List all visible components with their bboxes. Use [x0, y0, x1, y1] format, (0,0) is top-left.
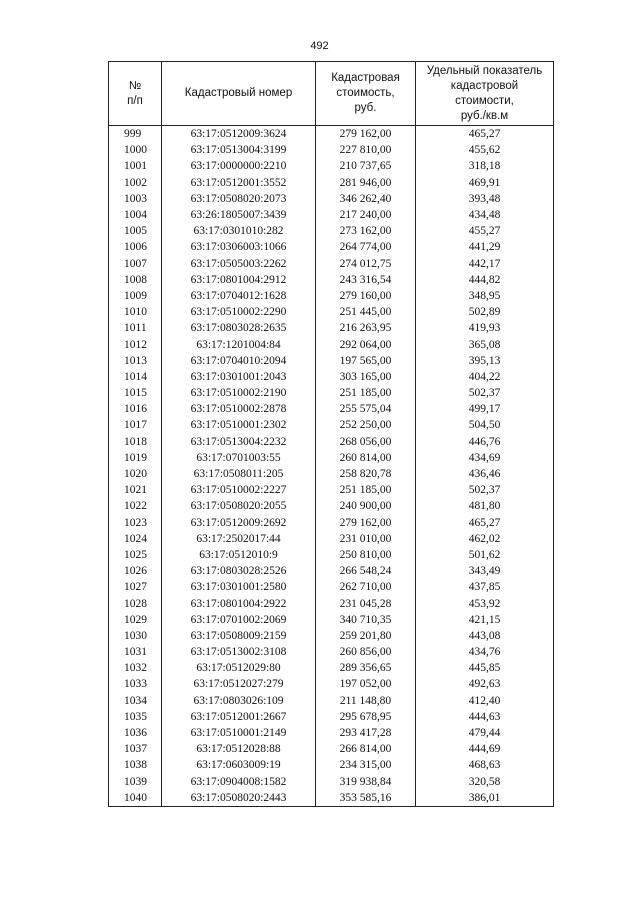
- specific-cost-index: 386,01: [416, 790, 554, 807]
- cadastral-number: 63:17:0701002:2069: [162, 612, 316, 628]
- specific-cost-index: 437,85: [416, 579, 554, 595]
- cadastral-number: 63:17:0803028:2526: [162, 563, 316, 579]
- cadastral-cost: 234 315,00: [316, 757, 416, 773]
- specific-cost-index: 442,17: [416, 256, 554, 272]
- cadastral-number: 63:17:0510002:2190: [162, 385, 316, 401]
- row-number: 1004: [109, 207, 162, 223]
- cadastral-number: 63:17:0512010:9: [162, 547, 316, 563]
- cadastral-number: 63:17:0510001:2302: [162, 417, 316, 433]
- cadastral-cost: 340 710,35: [316, 612, 416, 628]
- cadastral-number: 63:17:0508020:2055: [162, 498, 316, 514]
- specific-cost-index: 453,92: [416, 595, 554, 611]
- header-cadastral-cost: Кадастровая стоимость, руб.: [316, 62, 416, 126]
- table-row: [109, 563, 554, 579]
- table-row: [109, 191, 554, 207]
- row-number: 1035: [109, 709, 162, 725]
- row-number: 1007: [109, 256, 162, 272]
- page-number: 492: [310, 40, 329, 52]
- specific-cost-index: 501,62: [416, 547, 554, 563]
- table-row: [109, 450, 554, 466]
- table-row: [109, 126, 554, 143]
- specific-cost-index: 504,50: [416, 417, 554, 433]
- table-row: [109, 628, 554, 644]
- table-row: [109, 515, 554, 531]
- row-number: 1009: [109, 288, 162, 304]
- cadastral-number: 63:17:2502017:44: [162, 531, 316, 547]
- cadastral-cost: 353 585,16: [316, 790, 416, 807]
- specific-cost-index: 419,93: [416, 320, 554, 336]
- table-row: [109, 239, 554, 255]
- table-row: [109, 175, 554, 191]
- row-number: 1010: [109, 304, 162, 320]
- specific-cost-index: 444,82: [416, 272, 554, 288]
- cadastral-number: 63:17:0306003:1066: [162, 239, 316, 255]
- cadastral-number: 63:17:0512029:80: [162, 660, 316, 676]
- cadastral-cost: 211 148,80: [316, 693, 416, 709]
- row-number: 1025: [109, 547, 162, 563]
- cadastral-number: 63:17:0803028:2635: [162, 320, 316, 336]
- cadastral-number: 63:17:0508011:205: [162, 466, 316, 482]
- table-row: [109, 417, 554, 433]
- cadastral-cost: 251 445,00: [316, 304, 416, 320]
- cadastral-cost: 227 810,00: [316, 142, 416, 158]
- row-number: 1018: [109, 434, 162, 450]
- specific-cost-index: 441,29: [416, 239, 554, 255]
- specific-cost-index: 444,69: [416, 741, 554, 757]
- row-number: 1016: [109, 401, 162, 417]
- cadastral-number: 63:17:0301001:2043: [162, 369, 316, 385]
- cadastral-cost: 274 012,75: [316, 256, 416, 272]
- specific-cost-index: 436,46: [416, 466, 554, 482]
- cadastral-cost: 346 262,40: [316, 191, 416, 207]
- table-row: [109, 158, 554, 174]
- table-row: [109, 256, 554, 272]
- row-number: 1030: [109, 628, 162, 644]
- header-row-number: № п/п: [109, 62, 162, 126]
- specific-cost-index: 395,13: [416, 353, 554, 369]
- table-row: [109, 595, 554, 611]
- row-number: 1021: [109, 482, 162, 498]
- specific-cost-index: 502,37: [416, 482, 554, 498]
- cadastral-cost: 266 548,24: [316, 563, 416, 579]
- cadastral-number: 63:26:1805007:3439: [162, 207, 316, 223]
- table-body: [109, 126, 554, 807]
- table-row: [109, 207, 554, 223]
- table-row: [109, 757, 554, 773]
- row-number: 1020: [109, 466, 162, 482]
- table-row: [109, 498, 554, 514]
- cadastral-number: 63:17:0512001:3552: [162, 175, 316, 191]
- table-row: [109, 693, 554, 709]
- cadastral-number: 63:17:0803026:109: [162, 693, 316, 709]
- row-number: 1012: [109, 336, 162, 352]
- row-number: 1038: [109, 757, 162, 773]
- cadastral-number: 63:17:0510002:2290: [162, 304, 316, 320]
- specific-cost-index: 443,08: [416, 628, 554, 644]
- row-number: 1015: [109, 385, 162, 401]
- specific-cost-index: 343,49: [416, 563, 554, 579]
- specific-cost-index: 320,58: [416, 774, 554, 790]
- table-row: [109, 709, 554, 725]
- cadastral-cost: 251 185,00: [316, 482, 416, 498]
- specific-cost-index: 465,27: [416, 515, 554, 531]
- row-number: 1024: [109, 531, 162, 547]
- cadastral-cost: 197 052,00: [316, 676, 416, 692]
- cadastral-number: 63:17:0508009:2159: [162, 628, 316, 644]
- specific-cost-index: 434,48: [416, 207, 554, 223]
- row-number: 1031: [109, 644, 162, 660]
- cadastral-number: 63:17:1201004:84: [162, 336, 316, 352]
- table-header-row: [109, 62, 554, 126]
- cadastral-cost: 289 356,65: [316, 660, 416, 676]
- row-number: 1003: [109, 191, 162, 207]
- table-row: [109, 482, 554, 498]
- cadastral-cost: 197 565,00: [316, 353, 416, 369]
- table-row: [109, 531, 554, 547]
- specific-cost-index: 445,85: [416, 660, 554, 676]
- cadastral-cost: 255 575,04: [316, 401, 416, 417]
- cadastral-cost: 216 263,95: [316, 320, 416, 336]
- row-number: 1002: [109, 175, 162, 191]
- cadastral-number: 63:17:0508020:2073: [162, 191, 316, 207]
- cadastral-cost: 281 946,00: [316, 175, 416, 191]
- specific-cost-index: 365,08: [416, 336, 554, 352]
- specific-cost-index: 481,80: [416, 498, 554, 514]
- row-number: 1014: [109, 369, 162, 385]
- table-row: [109, 401, 554, 417]
- cadastral-cost: 260 856,00: [316, 644, 416, 660]
- cadastral-number: 63:17:0000000:2210: [162, 158, 316, 174]
- cadastral-number: 63:17:0301010:282: [162, 223, 316, 239]
- table-row: [109, 466, 554, 482]
- cadastral-number: 63:17:0904008:1582: [162, 774, 316, 790]
- cadastral-cost: 210 737,65: [316, 158, 416, 174]
- specific-cost-index: 499,17: [416, 401, 554, 417]
- cadastral-cost: 251 185,00: [316, 385, 416, 401]
- cadastral-cost: 240 900,00: [316, 498, 416, 514]
- cadastral-cost: 262 710,00: [316, 579, 416, 595]
- row-number: 1026: [109, 563, 162, 579]
- specific-cost-index: 455,27: [416, 223, 554, 239]
- cadastral-number: 63:17:0510001:2149: [162, 725, 316, 741]
- specific-cost-index: 455,62: [416, 142, 554, 158]
- specific-cost-index: 469,91: [416, 175, 554, 191]
- specific-cost-index: 434,76: [416, 644, 554, 660]
- cadastral-number: 63:17:0512028:88: [162, 741, 316, 757]
- row-number: 1005: [109, 223, 162, 239]
- specific-cost-index: 412,40: [416, 693, 554, 709]
- row-number: 1027: [109, 579, 162, 595]
- specific-cost-index: 502,89: [416, 304, 554, 320]
- cadastral-cost: 250 810,00: [316, 547, 416, 563]
- specific-cost-index: 465,27: [416, 126, 554, 143]
- cadastral-number: 63:17:0513004:2232: [162, 434, 316, 450]
- table-row: [109, 741, 554, 757]
- specific-cost-index: 446,76: [416, 434, 554, 450]
- cadastral-number: 63:17:0512027:279: [162, 676, 316, 692]
- table-row: [109, 272, 554, 288]
- table-row: [109, 142, 554, 158]
- table-row: [109, 774, 554, 790]
- row-number: 1037: [109, 741, 162, 757]
- specific-cost-index: 444,63: [416, 709, 554, 725]
- table-row: [109, 369, 554, 385]
- table-row: [109, 223, 554, 239]
- row-number: 1022: [109, 498, 162, 514]
- table-row: [109, 434, 554, 450]
- cadastral-cost: 264 774,00: [316, 239, 416, 255]
- row-number: 1040: [109, 790, 162, 807]
- specific-cost-index: 348,95: [416, 288, 554, 304]
- row-number: 1019: [109, 450, 162, 466]
- row-number: 1033: [109, 676, 162, 692]
- row-number: 1034: [109, 693, 162, 709]
- row-number: 1036: [109, 725, 162, 741]
- row-number: 999: [109, 126, 162, 143]
- table-row: [109, 304, 554, 320]
- row-number: 1008: [109, 272, 162, 288]
- table-row: [109, 579, 554, 595]
- cadastral-number: 63:17:0513004:3199: [162, 142, 316, 158]
- cadastral-number: 63:17:0512001:2667: [162, 709, 316, 725]
- specific-cost-index: 502,37: [416, 385, 554, 401]
- cadastral-number: 63:17:0510002:2878: [162, 401, 316, 417]
- cadastral-cost: 292 064,00: [316, 336, 416, 352]
- table-row: [109, 336, 554, 352]
- cadastral-cost: 231 010,00: [316, 531, 416, 547]
- row-number: 1039: [109, 774, 162, 790]
- cadastral-number: 63:17:0513002:3108: [162, 644, 316, 660]
- specific-cost-index: 492,63: [416, 676, 554, 692]
- specific-cost-index: 318,18: [416, 158, 554, 174]
- cadastral-number: 63:17:0510002:2227: [162, 482, 316, 498]
- row-number: 1006: [109, 239, 162, 255]
- cadastral-number: 63:17:0301001:2580: [162, 579, 316, 595]
- cadastral-number: 63:17:0512009:3624: [162, 126, 316, 143]
- cadastral-number: 63:17:0512009:2692: [162, 515, 316, 531]
- header-specific-cost-index: Удельный показатель кадастровой стоимости, руб./кв.м: [416, 62, 554, 126]
- row-number: 1013: [109, 353, 162, 369]
- row-number: 1023: [109, 515, 162, 531]
- specific-cost-index: 462,02: [416, 531, 554, 547]
- specific-cost-index: 468,63: [416, 757, 554, 773]
- cadastral-number: 63:17:0603009:19: [162, 757, 316, 773]
- cadastral-cost: 259 201,80: [316, 628, 416, 644]
- table-row: [109, 725, 554, 741]
- row-number: 1011: [109, 320, 162, 336]
- cadastral-number: 63:17:0701003:55: [162, 450, 316, 466]
- table-row: [109, 676, 554, 692]
- cadastral-cost: 252 250,00: [316, 417, 416, 433]
- cadastral-cost: 260 814,00: [316, 450, 416, 466]
- table-row: [109, 790, 554, 807]
- cadastral-number: 63:17:0704012:1628: [162, 288, 316, 304]
- cadastral-cost: 273 162,00: [316, 223, 416, 239]
- specific-cost-index: 404,22: [416, 369, 554, 385]
- cadastral-cost: 217 240,00: [316, 207, 416, 223]
- table-row: [109, 385, 554, 401]
- cadastral-cost: 268 056,00: [316, 434, 416, 450]
- row-number: 1000: [109, 142, 162, 158]
- cadastral-cost: 295 678,95: [316, 709, 416, 725]
- cadastral-cost: 279 162,00: [316, 515, 416, 531]
- row-number: 1017: [109, 417, 162, 433]
- cadastral-number: 63:17:0801004:2922: [162, 595, 316, 611]
- specific-cost-index: 479,44: [416, 725, 554, 741]
- cadastral-cost: 243 316,54: [316, 272, 416, 288]
- table-row: [109, 612, 554, 628]
- cadastral-number: 63:17:0505003:2262: [162, 256, 316, 272]
- row-number: 1028: [109, 595, 162, 611]
- table-row: [109, 644, 554, 660]
- row-number: 1001: [109, 158, 162, 174]
- cadastral-number: 63:17:0508020:2443: [162, 790, 316, 807]
- cadastral-cost: 293 417,28: [316, 725, 416, 741]
- specific-cost-index: 434,69: [416, 450, 554, 466]
- cadastral-value-table: [108, 61, 554, 807]
- cadastral-cost: 266 814,00: [316, 741, 416, 757]
- cadastral-cost: 279 160,00: [316, 288, 416, 304]
- cadastral-cost: 231 045,28: [316, 595, 416, 611]
- table-row: [109, 320, 554, 336]
- header-cadastral-number: Кадастровый номер: [162, 62, 316, 126]
- cadastral-number: 63:17:0801004:2912: [162, 272, 316, 288]
- cadastral-cost: 319 938,84: [316, 774, 416, 790]
- cadastral-cost: 258 820,78: [316, 466, 416, 482]
- row-number: 1029: [109, 612, 162, 628]
- cadastral-number: 63:17:0704010:2094: [162, 353, 316, 369]
- row-number: 1032: [109, 660, 162, 676]
- cadastral-cost: 279 162,00: [316, 126, 416, 143]
- cadastral-cost: 303 165,00: [316, 369, 416, 385]
- table-row: [109, 660, 554, 676]
- specific-cost-index: 421,15: [416, 612, 554, 628]
- table-row: [109, 353, 554, 369]
- table-row: [109, 288, 554, 304]
- table-row: [109, 547, 554, 563]
- specific-cost-index: 393,48: [416, 191, 554, 207]
